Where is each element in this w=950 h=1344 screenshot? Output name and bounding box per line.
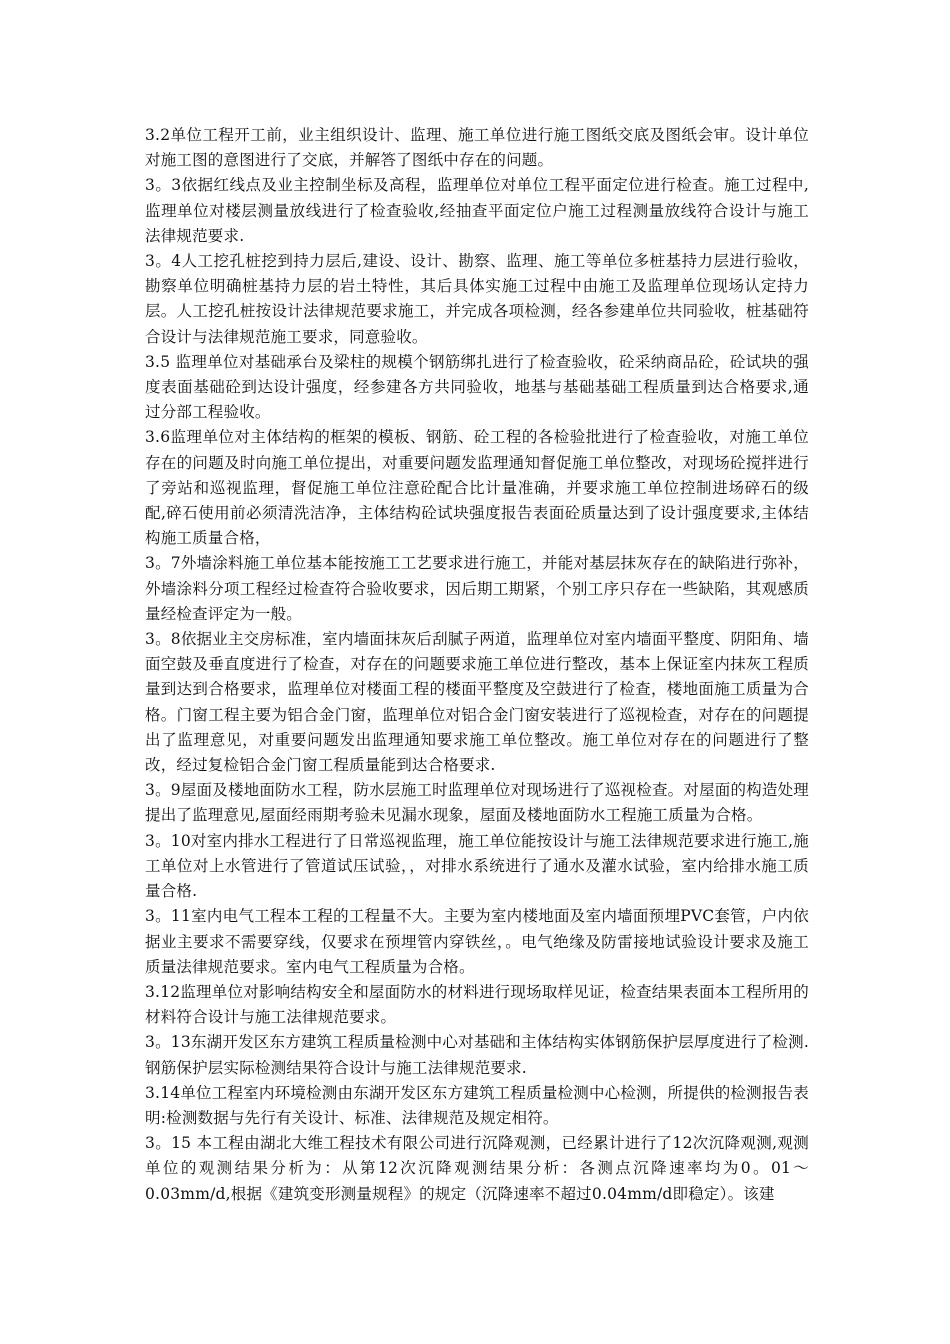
paragraph-3-2: 3.2单位工程开工前，业主组织设计、监理、施工单位进行施工图纸交底及图纸会审。设计单位对施工图的意图进行了交底，并解答了图纸中存在的问题。 <box>145 126 809 170</box>
paragraph-3-14: 3.14单位工程室内环境检测由东湖开发区东方建筑工程质量检测中心检测，所提供的检测报告表明:检测数据与先行有关设计、标准、法律规范及规定相符。 <box>145 1083 809 1127</box>
paragraph-3-12: 3.12监理单位对影响结构安全和屋面防水的材料进行现场取样见证，检查结果表面本工程所用的材料符合设计与施工法律规范要求。 <box>145 982 809 1027</box>
paragraph-3-4: 3。4人工挖孔桩挖到持力层后,建设、设计、勘察、监理、施工等单位多桩基持力层进行验收，勘察单位明确桩基持力层的岩土特性，其后具体实施工过程中由施工及监理单位现场认定持力层。人工挖孔桩按设计法律规范要求施工，并完成各项检测，经各参建单位共同验收，桩基础符合设计与法律规范施工要求，同意验收。 <box>145 252 809 346</box>
paragraph-3-6: 3.6监理单位对主体结构的框架的模板、钢筋、砼工程的各检验批进行了检查验收，对施工单位存在的问题及时向施工单位提出，对重要问题发监理通知督促施工单位整改，对现场砼搅拌进行了旁站和巡视监理，督促施工单位注意砼配合比计量准确，并要求施工单位控制进场碎石的级配,碎石使用前必须清洗洁净，主体结构砼试块强度报告表面砼质量达到了设计强度要求,主体结构施工质量合格， <box>145 428 809 548</box>
paragraph-3-15: 3。15 本工程由湖北大维工程技术有限公司进行沉降观测，已经累计进行了12次沉降观测,观测单位的观测结果分析为：从第12次沉降观测结果分析：各测点沉降速率均为0。01～0.03mm/d,根据《建筑变形测量规程》的规定（沉降速率不超过0.04mm/d即稳定）。该建 <box>145 1134 809 1203</box>
paragraph-3-11: 3。11室内电气工程本工程的工程量不大。主要为室内楼地面及室内墙面预埋PVC套管，户内依据业主要求不需要穿线，仅要求在预埋管内穿铁丝，。电气绝缘及防雷接地试验设计要求及施工质量法律规范要求。室内电气工程质量为合格。 <box>145 907 809 976</box>
paragraph-3-3: 3。3依据红线点及业主控制坐标及高程，监理单位对单位工程平面定位进行检查。施工过程中,监理单位对楼层测量放线进行了检查验收,经抽查平面定位户施工过程测量放线符合设计与施工法律规范要求. <box>145 176 809 245</box>
paragraph-3-5: 3.5 监理单位对基础承台及梁柱的规模个钢筋绑扎进行了检查验收，砼采纳商品砼，砼试块的强度表面基础砼到达设计强度，经参建各方共同验收，地基与基础基础工程质量到达合格要求,通过分部工程验收。 <box>145 352 809 422</box>
paragraph-3-7: 3。7外墙涂料施工单位基本能按施工工艺要求进行施工，并能对基层抹灰存在的缺陷进行弥补，外墙涂料分项工程经过检查符合验收要求，因后期工期紧，个别工序只存在一些缺陷，其观感质量经检查评定为一般。 <box>145 554 809 623</box>
paragraph-3-9: 3。9屋面及楼地面防水工程，防水层施工时监理单位对现场进行了巡视检查。对屋面的构造处理提出了监理意见,屋面经雨期考验未见漏水现象，屋面及楼地面防水工程施工质量为合格。 <box>145 781 809 825</box>
document-body <box>145 123 809 1207</box>
paragraph-3-10: 3。10对室内排水工程进行了日常巡视监理，施工单位能按设计与施工法律规范要求进行施工,施工单位对上水管进行了管道试压试验，，对排水系统进行了通水及灌水试验，室内给排水施工质量合格. <box>145 831 809 901</box>
paragraph-3-8: 3。8依据业主交房标准，室内墙面抹灰后刮腻子两道，监理单位对室内墙面平整度、阴阳角、墙面空鼓及垂直度进行了检查，对存在的问题要求施工单位进行整改，基本上保证室内抹灰工程质量到达到合格要求，监理单位对楼面工程的楼面平整度及空鼓进行了检查，楼地面施工质量为合格。门窗工程主要为铝合金门窗，监理单位对铝合金门窗安装进行了巡视检查，对存在的问题提出了监理意见，对重要问题发出监理通知要求施工单位整改。施工单位对存在的问题进行了整改，经过复检铝合金门窗工程质量能到达合格要求. <box>145 630 809 775</box>
paragraph-3-13: 3。13东湖开发区东方建筑工程质量检测中心对基础和主体结构实体钢筋保护层厚度进行了检测.钢筋保护层实际检测结果符合设计与施工法律规范要求. <box>145 1033 809 1077</box>
